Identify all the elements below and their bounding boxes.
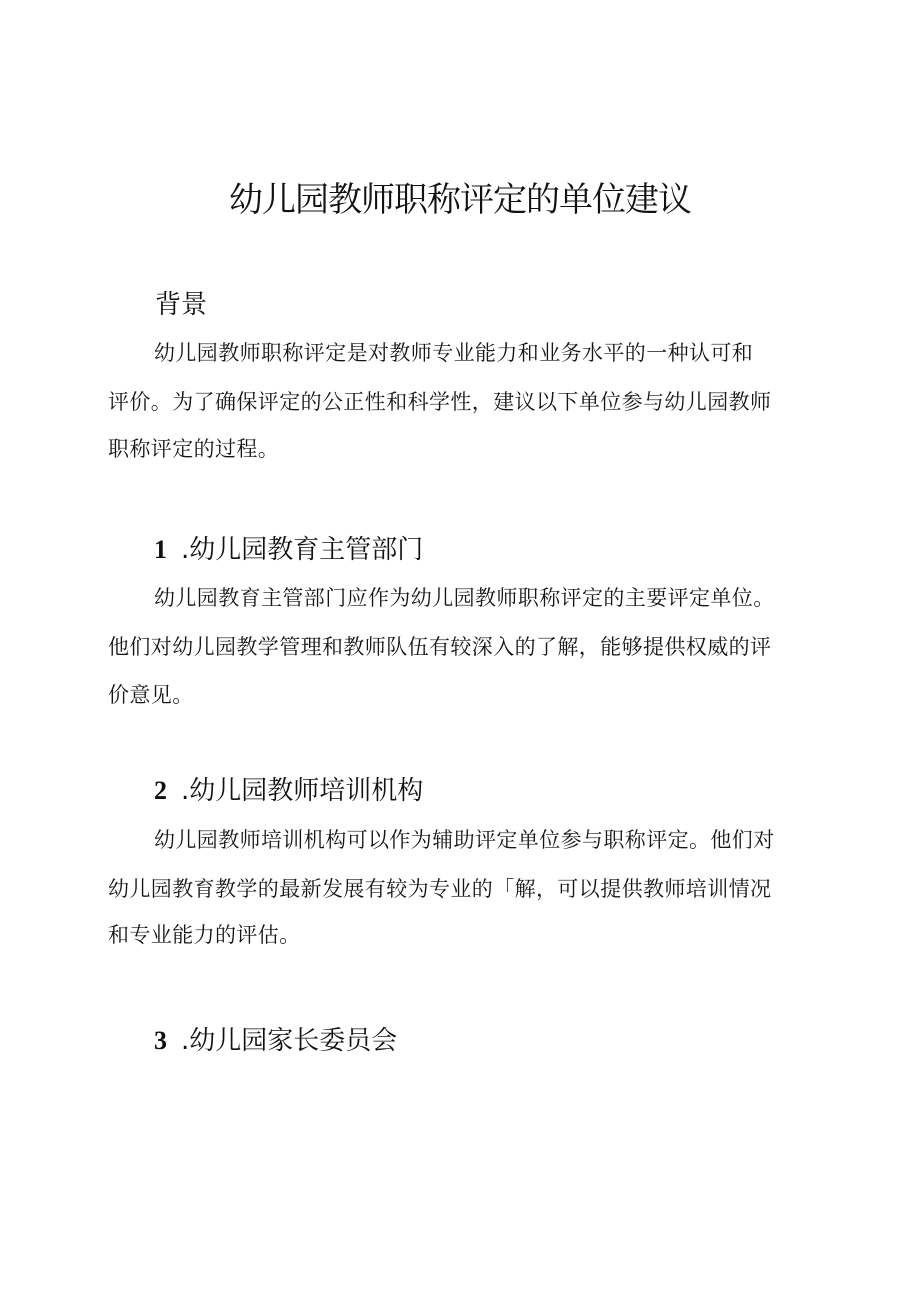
paragraph-line: 幼儿园教师职称评定是对教师专业能力和业务水平的一种认可和 bbox=[154, 341, 754, 365]
section-title: .幼儿园教师培训机构 bbox=[181, 776, 424, 806]
section-heading-background: 背景 bbox=[155, 290, 208, 320]
section-number: 1 bbox=[154, 535, 167, 564]
paragraph-line: 幼儿园教师培训机构可以作为辅助评定单位参与职称评定。他们对 bbox=[154, 828, 775, 852]
section-number: 3 bbox=[154, 1026, 167, 1055]
section-heading-2 bbox=[154, 773, 423, 809]
section-heading-3 bbox=[154, 1023, 397, 1059]
paragraph-line: 价意见。 bbox=[108, 683, 194, 707]
section-heading-1 bbox=[154, 532, 423, 568]
paragraph-line: 评价。为了确保评定的公正性和科学性，建议以下单位参与幼儿园教师 bbox=[108, 390, 772, 414]
paragraph-line: 职称评定的过程。 bbox=[108, 437, 280, 461]
paragraph-line: 幼儿园教育教学的最新发展有较为专业的「解，可以提供教师培训情况 bbox=[108, 877, 772, 901]
section-title: .幼儿园家长委员会 bbox=[181, 1026, 398, 1056]
paragraph-line: 幼儿园教育主管部门应作为幼儿园教师职称评定的主要评定单位。 bbox=[154, 586, 775, 610]
section-number: 2 bbox=[154, 776, 167, 805]
paragraph-line: 他们对幼儿园教学管理和教师队伍有较深入的了解，能够提供权威的评 bbox=[108, 635, 772, 659]
section-title: .幼儿园教育主管部门 bbox=[181, 535, 424, 565]
document-title: 幼儿园教师职称评定的单位建议 bbox=[229, 180, 691, 220]
paragraph-line: 和专业能力的评估。 bbox=[108, 923, 301, 947]
